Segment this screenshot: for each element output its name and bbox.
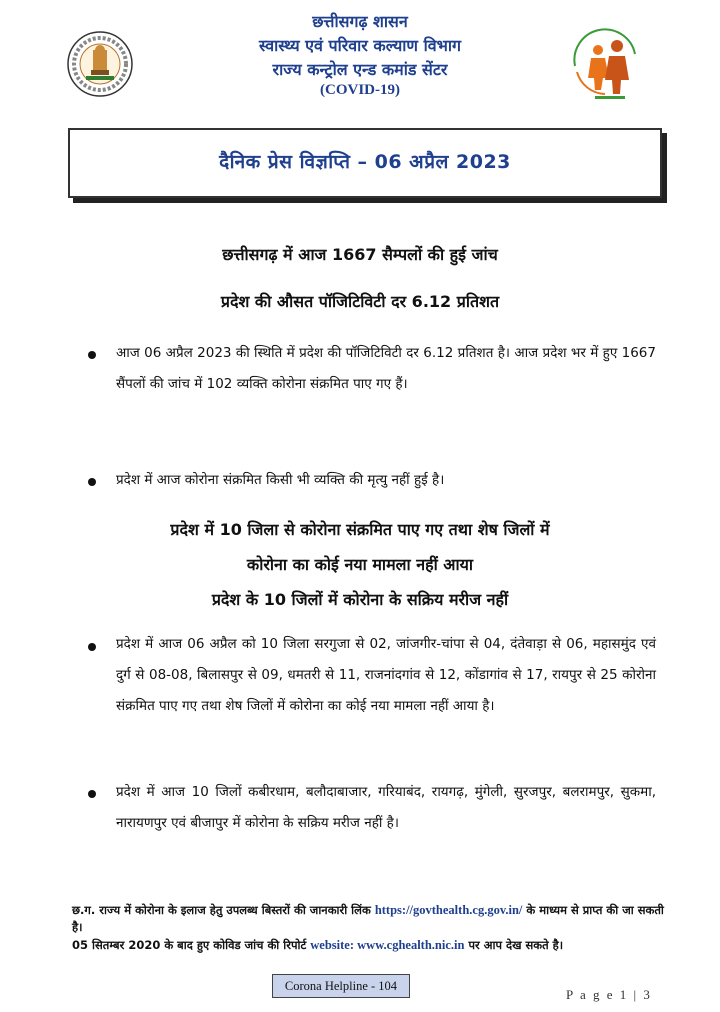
state-emblem-icon bbox=[66, 30, 134, 98]
press-release-title-box bbox=[68, 128, 662, 198]
health-campaign-logo-icon bbox=[565, 28, 647, 104]
bullet-dot bbox=[88, 478, 96, 486]
page-number: P a g e 1 | 3 bbox=[566, 987, 652, 1002]
positivity-heading: प्रदेश की औसत पॉजिटिविटी दर 6.12 प्रतिशत bbox=[220, 292, 500, 311]
govthealth-link[interactable]: https://govthealth.cg.gov.in/ bbox=[374, 903, 523, 917]
bullet-dot bbox=[88, 643, 96, 651]
districts-heading: प्रदेश में 10 जिला से कोरोना संक्रमित पाए गए तथा शेष जिलों में bbox=[170, 520, 550, 539]
test-report-tail: पर आप देख सकते है। bbox=[468, 938, 564, 952]
beds-info-text: छ.ग. राज्य में कोरोना के इलाज हेतु उपलब्ध बिस्तरों की जानकारी लिंक bbox=[72, 903, 371, 917]
test-report-text: 05 सितम्बर 2020 के बाद हुए कोविड जांच की रिपोर्ट bbox=[72, 938, 307, 952]
header-department: स्वास्थ्य एवं परिवार कल्याण विभाग bbox=[258, 36, 462, 55]
press-release-title: दैनिक प्रेस विज्ञप्ति – 06 अप्रैल 2023 bbox=[219, 151, 511, 173]
samples-heading: छत्तीसगढ़ में आज 1667 सैम्पलों की हुई जांच bbox=[222, 245, 498, 264]
positivity-paragraph: आज 06 अप्रैल 2023 की स्थिति में प्रदेश की पॉजिटिविटी दर 6.12 प्रतिशत है। आज प्रदेश भर में हुए 1667 सैंपलों की जांच में 102 व्यक्ति कोरोना संक्रमित पाए गए हैं। bbox=[116, 345, 656, 392]
bullet-dot bbox=[88, 790, 96, 798]
beds-info-tail: के माध्यम से प्राप्त की जा सकती है। bbox=[72, 903, 664, 934]
test-report-note bbox=[72, 937, 672, 954]
header-control-centre: राज्य कन्ट्रोल एन्ड कमांड सेंटर bbox=[272, 60, 448, 79]
no-active-patients-heading: प्रदेश के 10 जिलों में कोरोना के सक्रिय मरीज नहीं bbox=[211, 590, 509, 609]
deaths-paragraph: प्रदेश में आज कोरोना संक्रमित किसी भी व्यक्ति की मृत्यु नहीं हुई है। bbox=[116, 472, 445, 488]
district-cases-paragraph: प्रदेश में आज 06 अप्रैल को 10 जिला सरगुजा से 02, जांजगीर-चांपा से 04, दंतेवाड़ा से 06, महासमुंद एवं दुर्ग से 08-08, बिलासपुर से 09, धमतरी से 11, राजनांदगांव से 12, कोंडागांव से 17, रायपुर से 25 कोरोना संक्रमित पाए गए तथा शेष जिलों में कोरोना का कोई नया मामला नहीं आया है। bbox=[116, 636, 656, 714]
bullet-dot bbox=[88, 351, 96, 359]
no-new-cases-heading: कोरोना का कोई नया मामला नहीं आया bbox=[246, 555, 474, 574]
header-covid-tag: (COVID-19) bbox=[320, 82, 400, 98]
header-state-government: छत्तीसगढ़ शासन bbox=[312, 12, 408, 31]
cghealth-website-link[interactable]: website: www.cghealth.nic.in bbox=[310, 938, 465, 952]
corona-helpline-box: Corona Helpline - 104 bbox=[272, 974, 410, 998]
no-active-districts-paragraph: प्रदेश में आज 10 जिलों कबीरधाम, बलौदाबाजार, गरियाबंद, रायगढ़, मुंगेली, सुरजपुर, बलरामपुर, सुकमा, नारायणपुर एवं बीजापुर में कोरोना के सक्रिय मरीज नहीं है। bbox=[116, 784, 656, 831]
beds-info-note bbox=[72, 902, 672, 936]
